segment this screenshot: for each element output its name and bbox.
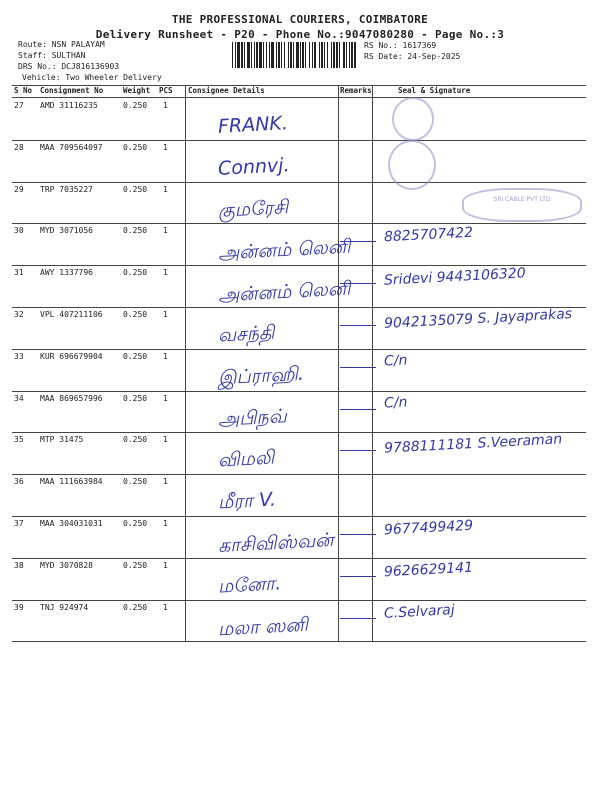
row-sno: 39 — [14, 602, 24, 612]
rs-number: RS No.: 1617369 — [364, 41, 437, 50]
arrow-mark-icon — [340, 241, 376, 242]
header-seal: Seal & Signature — [398, 86, 471, 95]
row-rule — [12, 432, 586, 433]
row-consignee-signature: மனோ. — [217, 572, 282, 598]
row-rule — [12, 307, 586, 308]
arrow-mark-icon — [340, 409, 376, 410]
header-weight: Weight — [123, 86, 151, 95]
row-pcs: 1 — [163, 393, 168, 403]
row-rule — [12, 516, 586, 517]
row-pcs: 1 — [163, 519, 168, 528]
barcode-image — [232, 42, 356, 68]
seal-stamp-icon — [392, 97, 434, 141]
seal-stamp-icon — [388, 140, 436, 190]
header-consignment: Consignment No — [40, 86, 104, 95]
row-pcs: 1 — [163, 435, 168, 445]
drs-number: DRS No.: DCJ816136903 — [18, 62, 120, 71]
row-consignee-signature: அபிநவ் — [217, 404, 288, 431]
row-rule — [12, 223, 586, 224]
row-sno: 33 — [14, 351, 24, 361]
row-remark-handwriting: C.Selvaraj — [383, 601, 456, 622]
header-sno: S No — [14, 86, 33, 95]
row-remark-handwriting: Sridevi 9443106320 — [383, 265, 527, 289]
row-sno: 35 — [14, 435, 24, 445]
row-consignment-no: VPL 407211106 — [40, 310, 103, 319]
header-consignee: Consignee Details — [188, 86, 265, 95]
row-consignment-no: MYD 3070828 — [40, 560, 93, 570]
row-weight: 0.250 — [123, 142, 148, 152]
row-weight: 0.250 — [123, 602, 148, 612]
row-weight: 0.250 — [123, 560, 148, 570]
row-consignment-no: MAA 111663984 — [40, 477, 103, 487]
row-weight: 0.250 — [123, 519, 148, 528]
row-rule — [12, 391, 586, 392]
row-consignment-no: MTP 31475 — [40, 435, 84, 445]
row-consignee-signature: வசந்தி — [217, 321, 275, 347]
row-remark-handwriting: 9677499429 — [383, 517, 474, 539]
row-sno: 36 — [14, 477, 24, 487]
row-consignee-signature: அன்னம் லெனி — [217, 277, 352, 307]
arrow-mark-icon — [340, 576, 376, 577]
header-remarks: Remarks — [340, 86, 372, 95]
row-weight: 0.250 — [123, 101, 148, 110]
row-consignment-no: TRP 7035227 — [40, 184, 93, 194]
row-consignee-signature: மலா ஸனி — [217, 613, 309, 640]
company-title: THE PROFESSIONAL COURIERS, COIMBATORE — [171, 13, 429, 26]
row-remark-handwriting: 9626629141 — [383, 559, 474, 581]
row-rule — [12, 558, 586, 559]
row-pcs: 1 — [163, 477, 168, 487]
row-weight: 0.250 — [123, 310, 148, 319]
row-weight: 0.250 — [123, 435, 148, 445]
row-sno: 31 — [14, 268, 24, 278]
row-pcs: 1 — [163, 268, 168, 278]
row-consignee-signature: விமலி — [217, 446, 275, 472]
row-weight: 0.250 — [123, 393, 148, 403]
row-consignment-no: TNJ 924974 — [40, 602, 89, 612]
row-consignment-no: KUR 696679904 — [40, 351, 103, 361]
row-rule — [12, 182, 586, 183]
row-pcs: 1 — [163, 101, 168, 110]
row-pcs: 1 — [163, 351, 168, 361]
row-sno: 29 — [14, 184, 24, 194]
row-pcs: 1 — [163, 142, 168, 152]
row-consignment-no: AWY 1337796 — [40, 268, 93, 278]
column-divider-seal — [372, 85, 373, 641]
row-rule — [12, 600, 586, 601]
row-consignment-no: AMD 31116235 — [40, 101, 98, 110]
row-sno: 32 — [14, 310, 24, 319]
arrow-mark-icon — [340, 367, 376, 368]
row-sno: 28 — [14, 142, 24, 152]
row-remark-handwriting: 9042135079 S. Jayaprakas — [383, 306, 573, 332]
row-remark-handwriting: 8825707422 — [383, 225, 474, 246]
arrow-mark-icon — [340, 618, 376, 619]
header-pcs: PCS — [159, 86, 173, 95]
company-seal-stamp: SRI CABLE PVT LTD — [462, 188, 582, 222]
row-rule — [12, 474, 586, 475]
row-weight: 0.250 — [123, 226, 148, 236]
row-rule — [12, 349, 586, 350]
row-rule — [12, 140, 586, 141]
route-label: Route: NSN PALAYAM — [18, 40, 105, 49]
column-divider-consignee — [185, 85, 186, 641]
row-weight: 0.250 — [123, 351, 148, 361]
vehicle-label: Vehicle: Two Wheeler Delivery — [22, 73, 162, 82]
row-sno: 37 — [14, 519, 24, 528]
staff-label: Staff: SULTHAN — [18, 51, 86, 60]
row-weight: 0.250 — [123, 477, 148, 487]
row-consignee-signature: FRANK. — [217, 112, 289, 138]
row-sno: 27 — [14, 101, 24, 110]
row-pcs: 1 — [163, 602, 168, 612]
table-header-rule — [12, 97, 586, 98]
arrow-mark-icon — [340, 283, 376, 284]
row-consignee-signature: Connvj. — [217, 153, 291, 180]
row-sno: 38 — [14, 560, 24, 570]
arrow-mark-icon — [340, 325, 376, 326]
row-consignee-signature: குமரேசி — [217, 195, 289, 222]
row-remark-handwriting: C/n — [383, 352, 408, 370]
row-consignment-no: MYD 3071056 — [40, 226, 93, 236]
row-pcs: 1 — [163, 184, 168, 194]
row-consignee-signature: அன்னம் லெனி — [217, 235, 352, 265]
rs-date: RS Date: 24-Sep-2025 — [364, 52, 461, 61]
row-consignment-no: MAA 709564097 — [40, 142, 103, 152]
column-divider-remarks — [338, 85, 339, 641]
row-remark-handwriting: 9788111181 S.Veeraman — [383, 431, 563, 458]
row-consignee-signature: காசிவிஸ்வன் — [217, 528, 335, 558]
row-weight: 0.250 — [123, 184, 148, 194]
row-consignment-no: MAA 869657996 — [40, 393, 103, 403]
row-consignment-no: MAA 304031031 — [40, 519, 103, 528]
runsheet-subtitle: Delivery Runsheet - P20 - Phone No.:9047080280 - Page No.:3 — [95, 28, 505, 41]
row-pcs: 1 — [163, 226, 168, 236]
row-sno: 34 — [14, 393, 24, 403]
row-rule — [12, 641, 586, 642]
row-remark-handwriting: C/n — [383, 393, 408, 412]
row-sno: 30 — [14, 226, 24, 236]
row-consignee-signature: இப்ராஹி. — [217, 362, 305, 390]
arrow-mark-icon — [340, 534, 376, 535]
row-consignee-signature: மீரா V. — [217, 488, 277, 514]
row-weight: 0.250 — [123, 268, 148, 278]
arrow-mark-icon — [340, 450, 376, 451]
row-pcs: 1 — [163, 560, 168, 570]
row-pcs: 1 — [163, 310, 168, 319]
